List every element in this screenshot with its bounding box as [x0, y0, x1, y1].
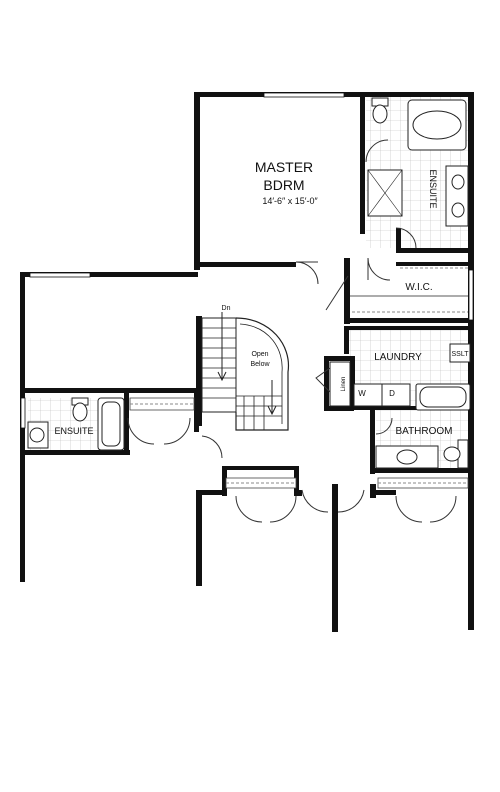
- stairs-dn-label: Dn: [221, 305, 231, 312]
- master-bdrm-size: 14′-6″ x 15′-0″: [262, 196, 318, 206]
- master-bdrm-label-1: MASTER: [254, 159, 314, 175]
- staircase: [202, 312, 288, 430]
- sslt-label: SSLT: [451, 351, 469, 358]
- laundry-label: LAUNDRY: [374, 352, 422, 363]
- open-below-label-1: Open: [251, 351, 269, 358]
- bathroom-label: BATHROOM: [395, 426, 453, 437]
- left-ensuite-label: ENSUITE: [54, 426, 94, 436]
- open-below-label-2: Below: [250, 361, 270, 368]
- wic-label: W.I.C.: [405, 282, 433, 293]
- linen-label: Linen: [341, 376, 347, 392]
- dryer-label: D: [389, 389, 395, 398]
- washer-label: W: [358, 389, 366, 398]
- master-ensuite-label: ENSUITE: [428, 169, 438, 209]
- master-bdrm-label-2: BDRM: [263, 177, 305, 193]
